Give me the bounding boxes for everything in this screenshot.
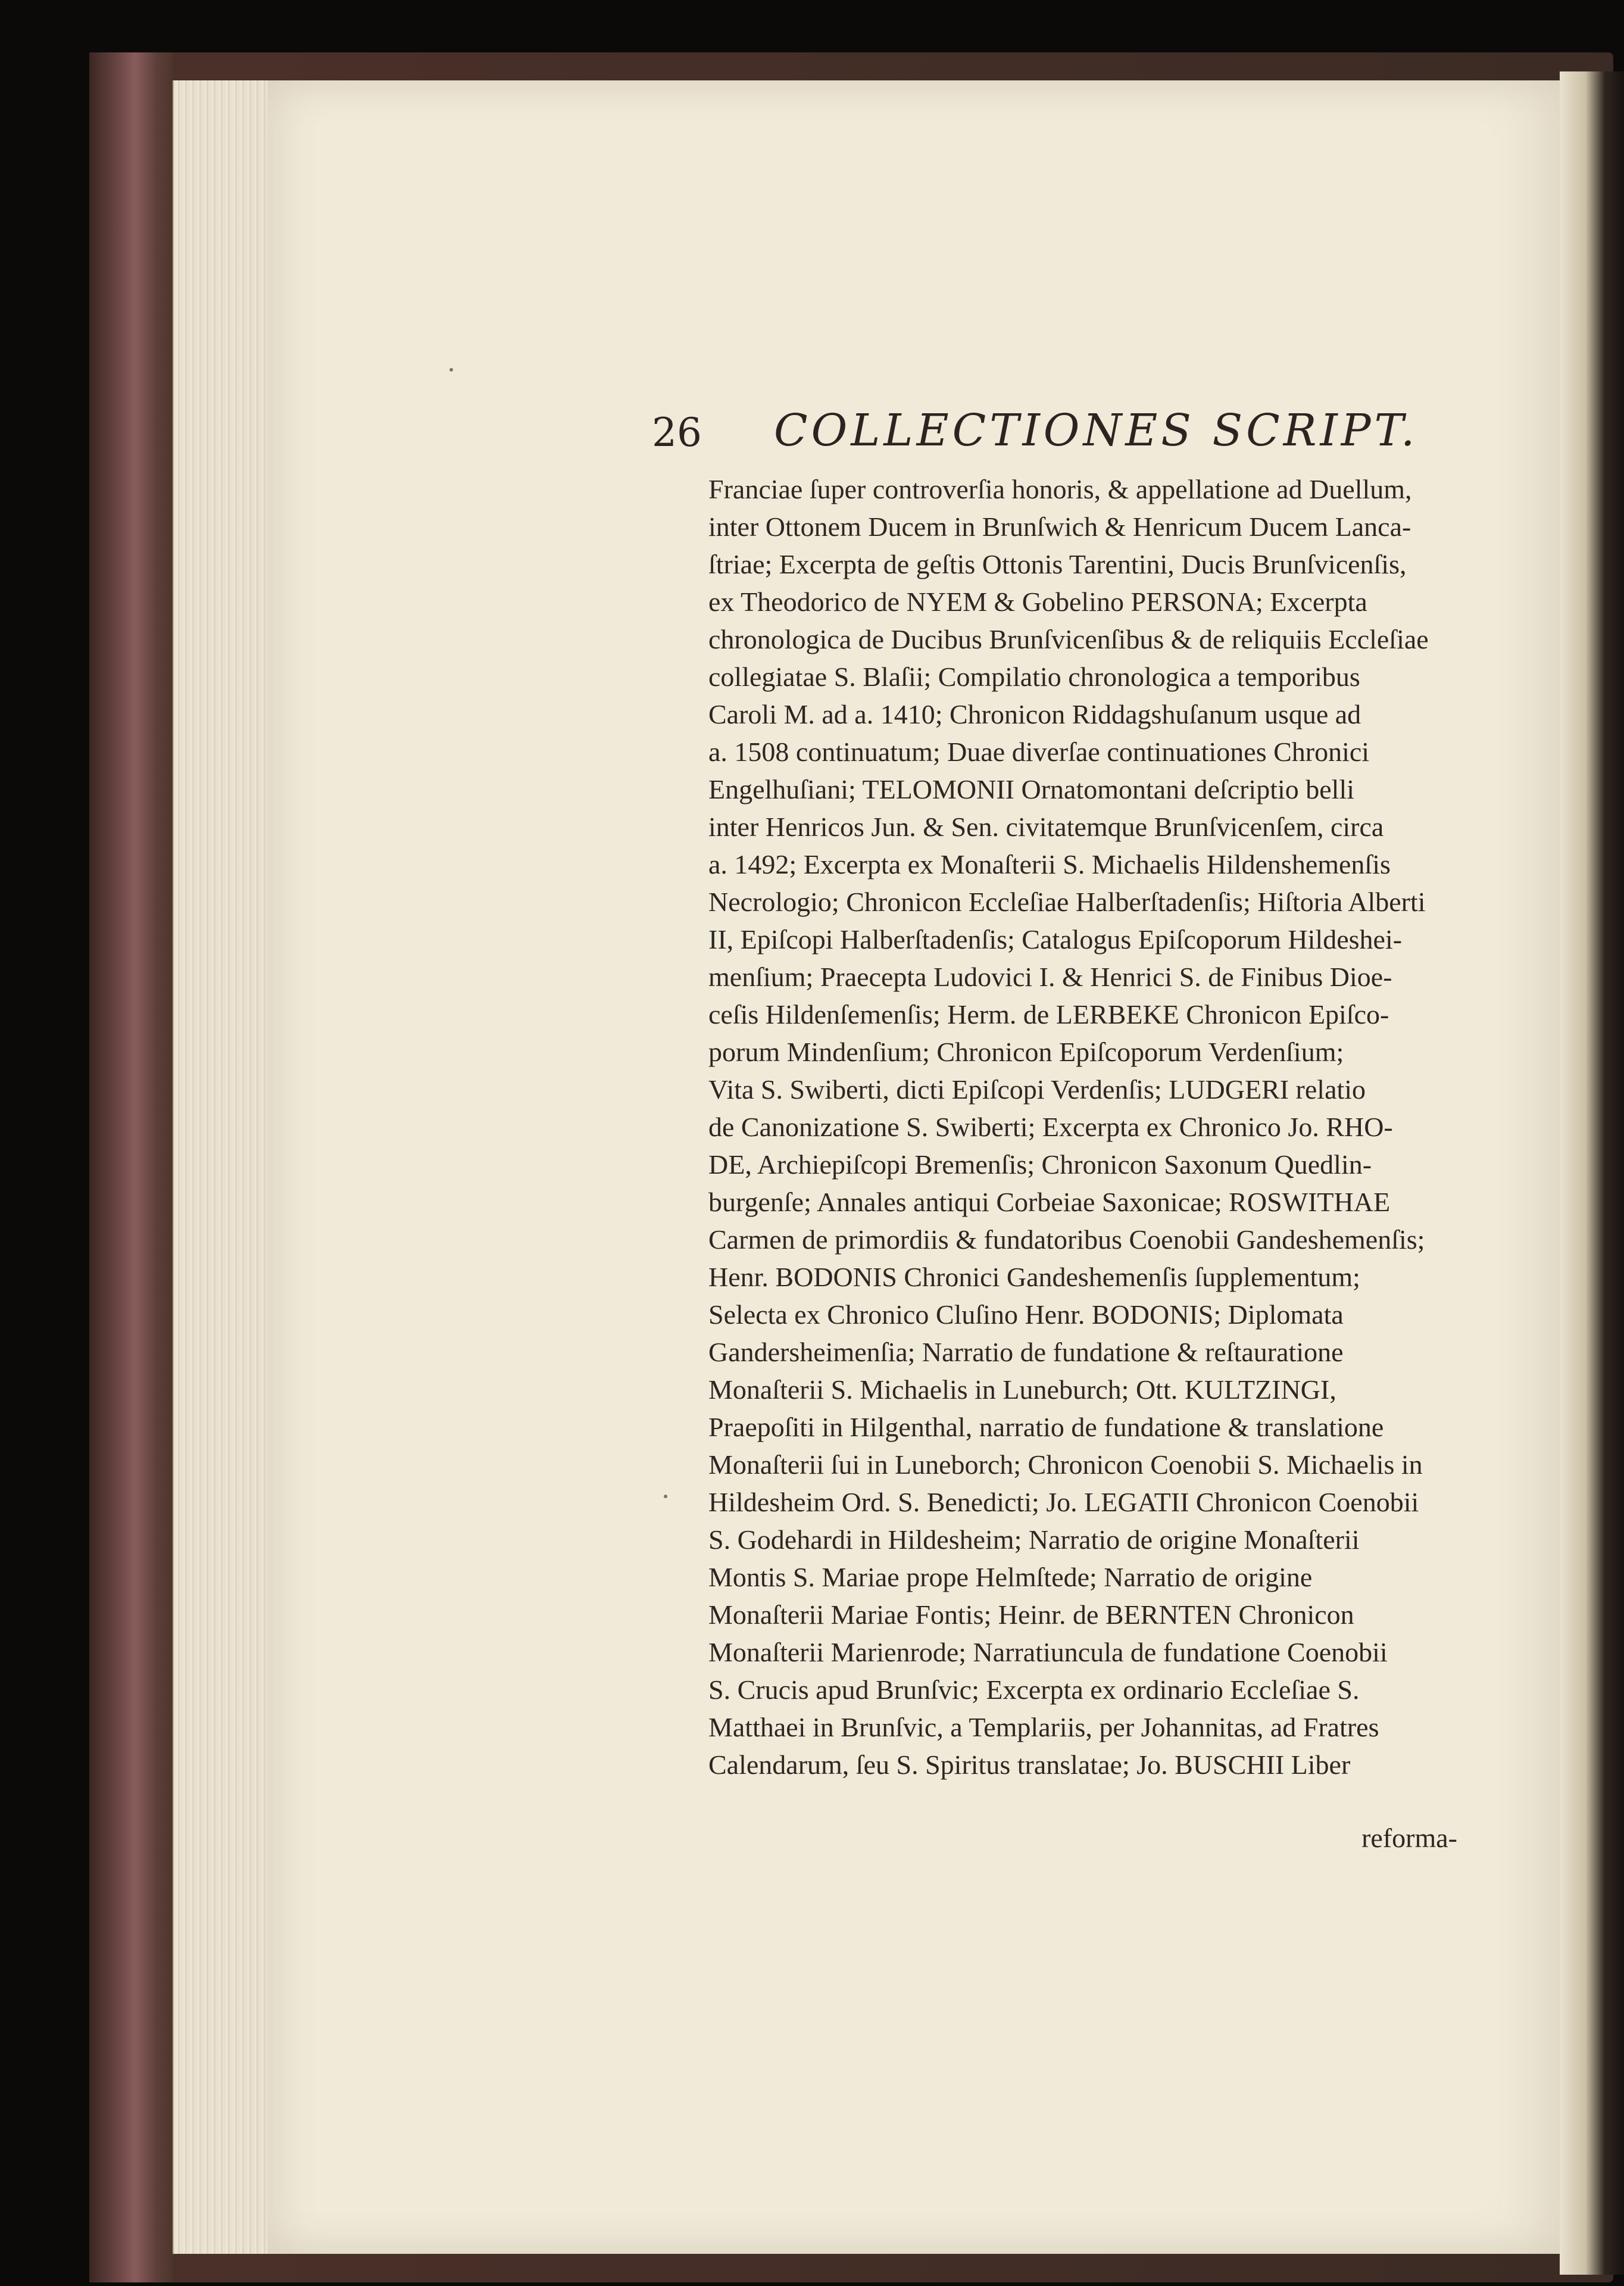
right-page-edge [1560,71,1624,2275]
text-line: de Canonizatione S. Swiberti; Excerpta ex Chronico Jo. RHO- [708,1112,1393,1142]
page-edges [173,80,269,2254]
text-line: Matthaei in Brunſvic, a Templariis, per Johannitas, ad Fratres [708,1712,1379,1742]
text-line: Engelhuſiani; TELOMONII Ornatomontani deſcriptio belli [708,774,1355,804]
text-line: a. 1492; Excerpta ex Monaſterii S. Michaelis Hildenshemenſis [708,849,1391,880]
page-header [652,405,1467,470]
text-line: DE, Archiepiſcopi Bremenſis; Chronicon Saxonum Quedlin- [708,1149,1372,1180]
text-line: porum Mindenſium; Chronicon Epiſcoporum Verdenſium; [708,1037,1344,1067]
page-number: 26 [652,410,702,456]
page-speck [449,368,453,372]
text-line: Selecta ex Chronico Cluſino Henr. BODONIS; Diplomata [708,1299,1344,1330]
text-line: collegiatae S. Blaſii; Compilatio chronologica a temporibus [708,662,1360,692]
text-line: Necrologio; Chronicon Eccleſiae Halberſtadenſis; Hiſtoria Alberti [708,887,1426,917]
text-line: burgenſe; Annales antiqui Corbeiae Saxonicae; ROSWITHAE [708,1187,1391,1217]
text-line: a. 1508 continuatum; Duae diverſae continuationes Chronici [708,737,1370,767]
text-line: Caroli M. ad a. 1410; Chronicon Riddagshuſanum usque ad [708,699,1361,729]
text-line: Franciae ſuper controverſia honoris, & appellatione ad Duellum, [708,474,1412,504]
cover-spine-edge [89,52,173,2282]
text-line: Gandersheimenſia; Narratio de fundatione & reſtauratione [708,1337,1344,1367]
text-line: inter Henricos Jun. & Sen. civitatemque Brunſvicenſem, circa [708,812,1384,842]
text-line: Monaſterii Marienrode; Narratiuncula de fundatione Coenobii [708,1637,1388,1667]
text-line: menſium; Praecepta Ludovici I. & Henrici S. de Finibus Dioe- [708,962,1392,992]
text-line: Monaſterii S. Michaelis in Luneburch; Ott. KULTZINGI, [708,1374,1336,1405]
text-line: inter Ottonem Ducem in Brunſwich & Henricum Ducem Lanca- [708,512,1411,542]
text-line: S. Godehardi in Hildesheim; Narratio de origine Monaſterii [708,1524,1360,1555]
text-line: ex Theodorico de NYEM & Gobelino PERSONA; Excerpta [708,587,1367,617]
text-line: Calendarum, ſeu S. Spiritus translatae; Jo. BUSCHII Liber [708,1749,1351,1780]
text-line: ſtriae; Excerpta de geſtis Ottonis Tarentini, Ducis Brunſvicenſis, [708,549,1407,579]
text-line: Monaſterii Mariae Fontis; Heinr. de BERNTEN Chronicon [708,1599,1354,1630]
text-line: Henr. BODONIS Chronici Gandeshemenſis ſupplementum; [708,1262,1360,1292]
text-line: Montis S. Mariae prope Helmſtede; Narratio de origine [708,1562,1313,1592]
text-line: S. Crucis apud Brunſvic; Excerpta ex ordinario Eccleſiae S. [708,1674,1360,1705]
text-line: chronologica de Ducibus Brunſvicenſibus & de reliquiis Eccleſiae [708,624,1429,654]
text-line: ceſis Hildenſemenſis; Herm. de LERBEKE Chronicon Epiſco- [708,999,1389,1030]
page-speck [664,1495,667,1498]
text-line: Praepoſiti in Hilgenthal, narratio de fundatione & translatione [708,1412,1384,1442]
text-line: II, Epiſcopi Halberſtadenſis; Catalogus Epiſcoporum Hildeshei- [708,924,1403,955]
text-line: Monaſterii ſui in Luneborch; Chronicon Coenobii S. Michaelis in [708,1449,1423,1480]
text-line: Carmen de primordiis & fundatoribus Coenobii Gandeshemenſis; [708,1224,1425,1255]
text-line: Vita S. Swiberti, dicti Epiſcopi Verdenſis; LUDGERI relatio [708,1074,1366,1105]
catchword: reforma- [1361,1823,1457,1853]
running-title: COLLECTIONES SCRIPT. [774,405,1419,456]
body-text [708,470,1438,1783]
text-line: Hildesheim Ord. S. Benedicti; Jo. LEGATII Chronicon Coenobii [708,1487,1419,1517]
